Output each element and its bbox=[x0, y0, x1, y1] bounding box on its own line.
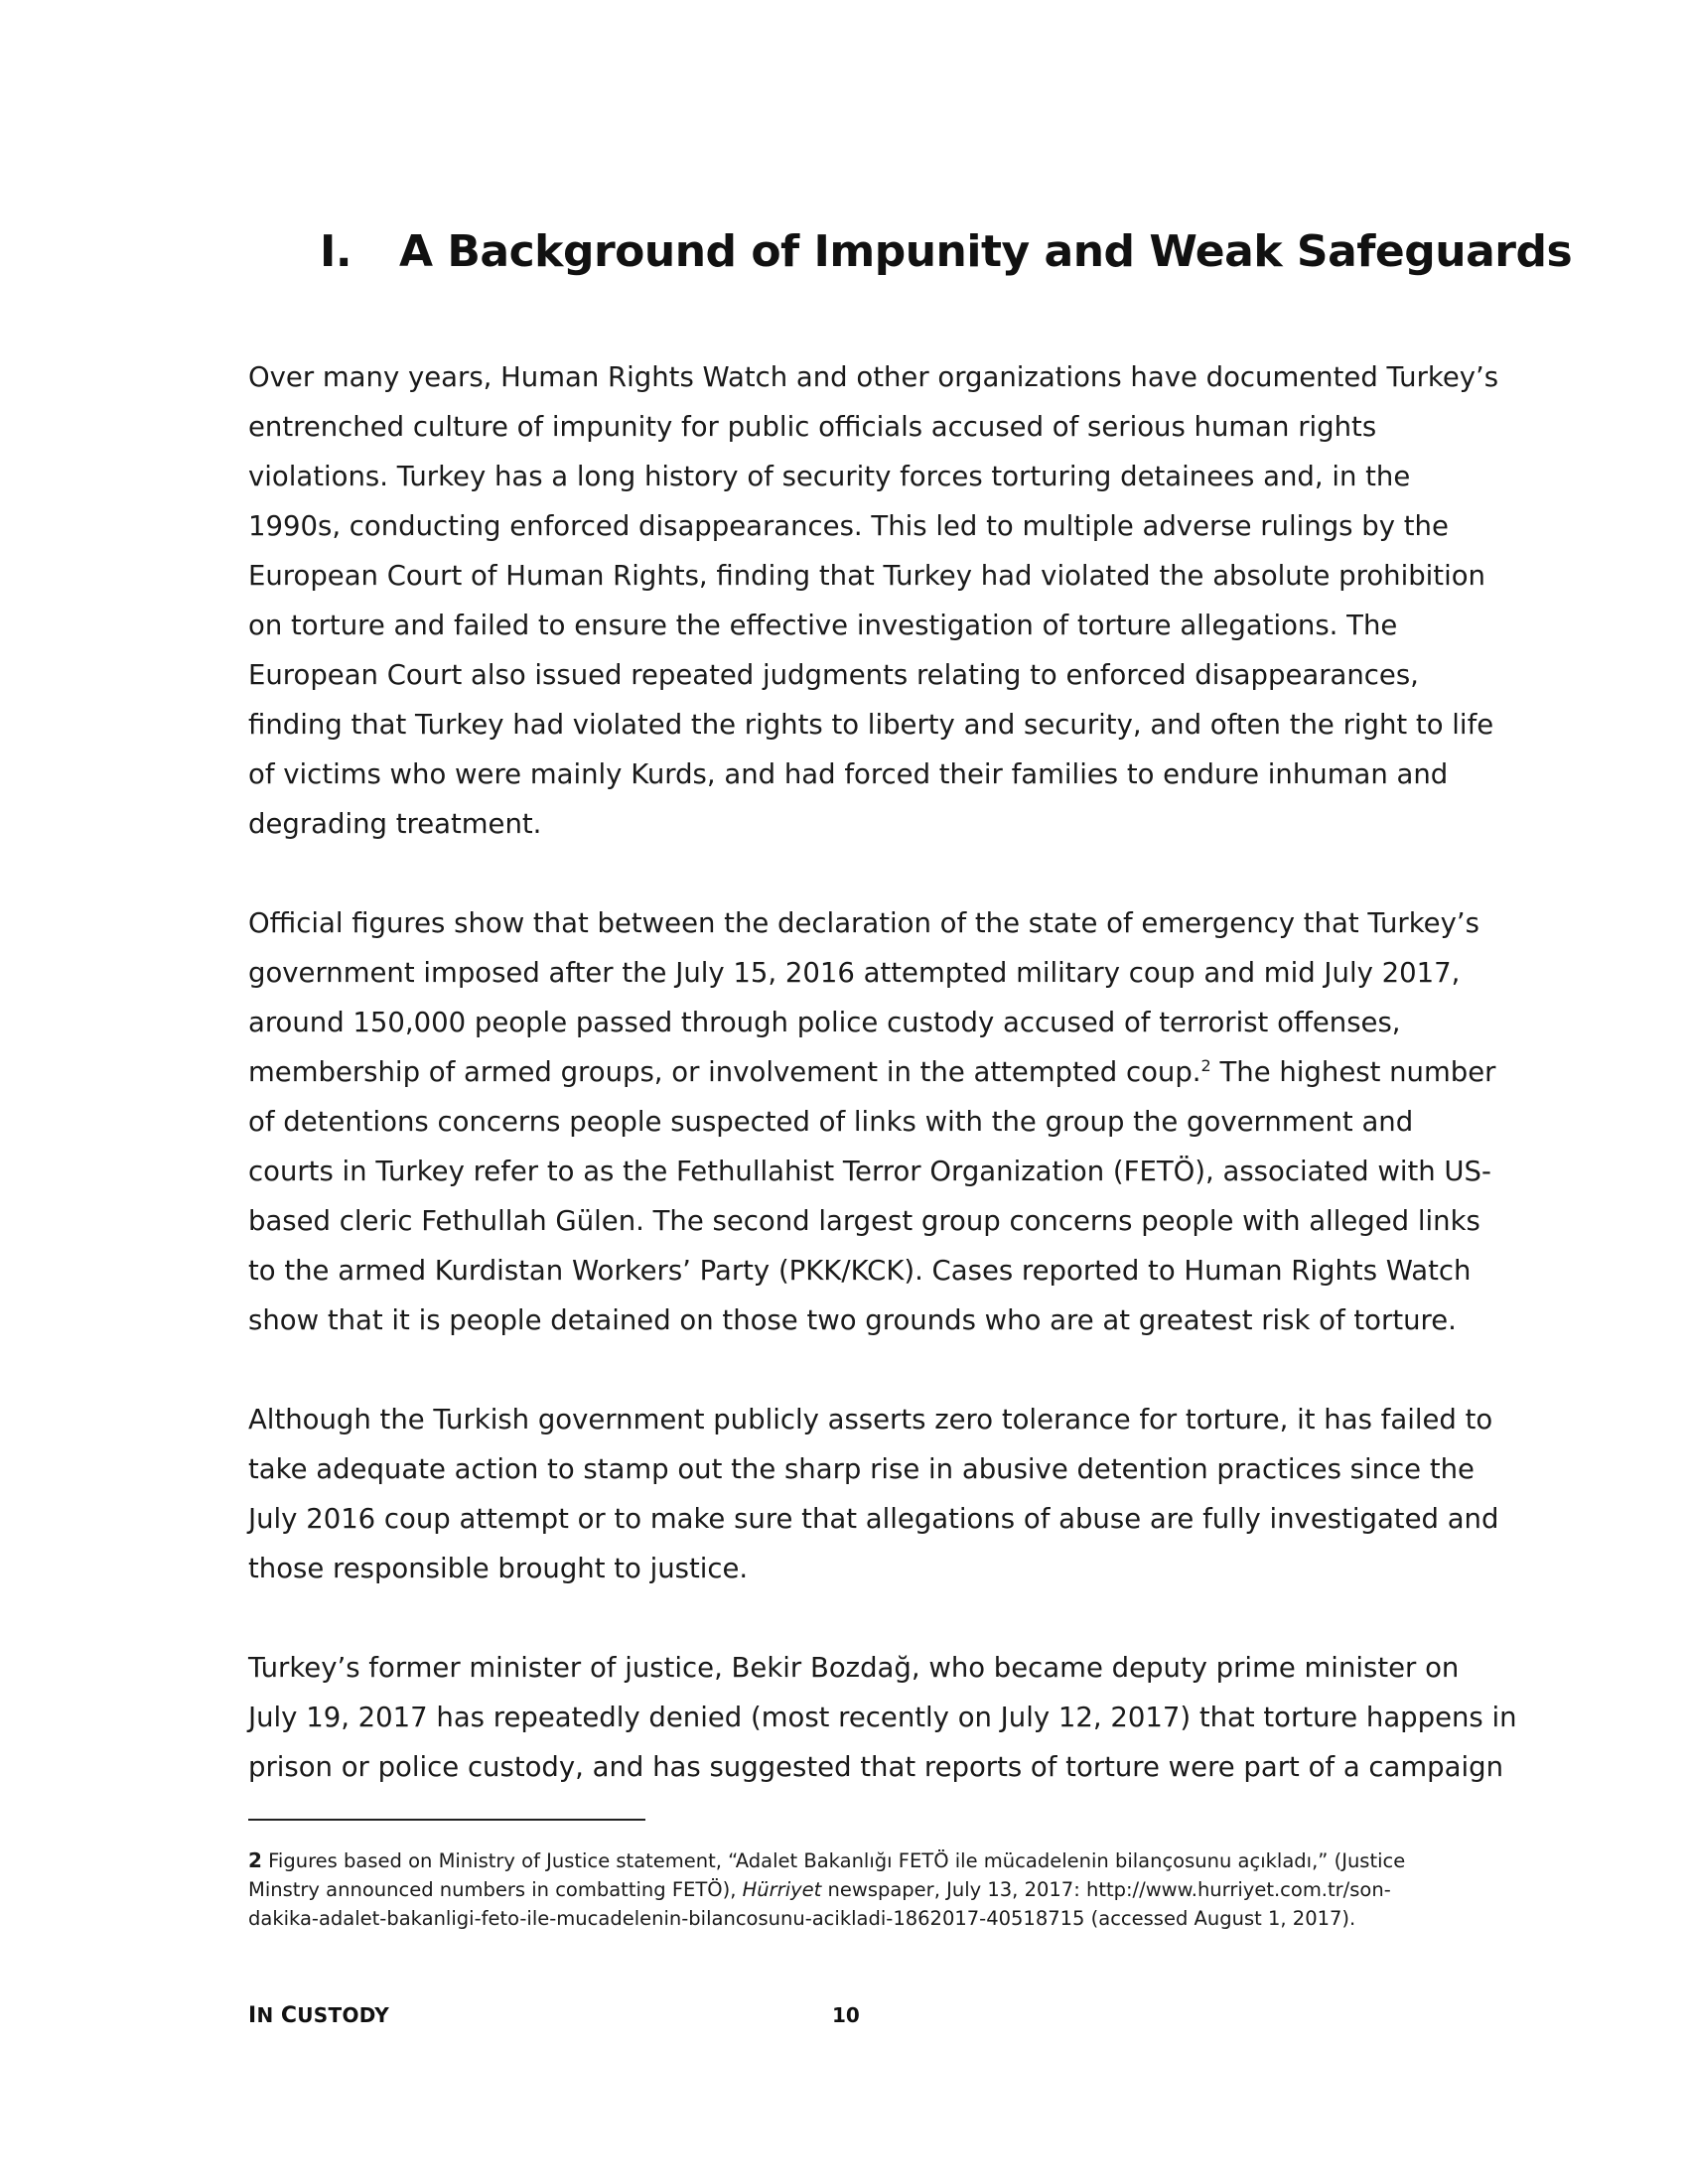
footer-title-part: USTODY bbox=[297, 2003, 389, 2027]
paragraph-1 bbox=[248, 352, 1499, 849]
footnote bbox=[248, 1846, 1440, 1933]
footnote-divider bbox=[248, 1819, 645, 1821]
paragraph-4 bbox=[248, 1643, 1517, 1792]
text-line: government imposed after the July 15, 2016 attempted military coup and mid July 2017, bbox=[248, 957, 1461, 989]
footnote-text: Minstry announced numbers in combatting FETÖ), bbox=[248, 1878, 743, 1901]
page-number: 10 bbox=[832, 2003, 860, 2027]
text-line: Turkey’s former minister of justice, Bekir Bozdağ, who became deputy prime minister on bbox=[248, 1652, 1460, 1684]
footer-title-initial: C bbox=[280, 2003, 298, 2028]
footer-report-title bbox=[248, 2003, 389, 2028]
text-line: Although the Turkish government publicly asserts zero tolerance for torture, it has failed to bbox=[248, 1404, 1493, 1435]
text-line: prison or police custody, and has suggested that reports of torture were part of a campaign bbox=[248, 1751, 1504, 1783]
text-line: Official figures show that between the declaration of the state of emergency that Turkey’s bbox=[248, 907, 1479, 939]
text-line: on torture and failed to ensure the effective investigation of torture allegations. The bbox=[248, 610, 1398, 641]
text-line: Over many years, Human Rights Watch and other organizations have documented Turkey’s bbox=[248, 361, 1499, 393]
footer-title-initial: I bbox=[248, 2003, 257, 2028]
text-line: degrading treatment. bbox=[248, 808, 542, 840]
text-line: show that it is people detained on those two grounds who are at greatest risk of torture. bbox=[248, 1304, 1457, 1336]
text-line: courts in Turkey refer to as the Fethullahist Terror Organization (FETÖ), associated with US- bbox=[248, 1156, 1491, 1187]
text-line: 1990s, conducting enforced disappearances. This led to multiple adverse rulings by the bbox=[248, 510, 1449, 542]
footnote-line bbox=[248, 1846, 1440, 1875]
text-line: take adequate action to stamp out the sharp rise in abusive detention practices since the bbox=[248, 1453, 1475, 1485]
text-line: July 2016 coup attempt or to make sure that allegations of abuse are fully investigated and bbox=[248, 1503, 1499, 1535]
paragraph-3 bbox=[248, 1395, 1499, 1593]
text-line: European Court also issued repeated judgments relating to enforced disappearances, bbox=[248, 659, 1419, 691]
text-line: entrenched culture of impunity for public officials accused of serious human rights bbox=[248, 411, 1377, 443]
text-line: those responsible brought to justice. bbox=[248, 1553, 749, 1584]
text-line: of victims who were mainly Kurds, and had forced their families to endure inhuman and bbox=[248, 758, 1449, 790]
footer-title-part: N bbox=[256, 2003, 281, 2027]
footnote-reference[interactable]: 2 bbox=[1200, 1056, 1211, 1075]
paragraph-2 bbox=[248, 898, 1496, 1345]
text-segment: The highest number bbox=[1210, 1056, 1496, 1088]
footnote-text[interactable]: newspaper, July 13, 2017: http://www.hurriyet.com.tr/son- bbox=[821, 1878, 1391, 1901]
text-line: violations. Turkey has a long history of security forces torturing detainees and, in the bbox=[248, 461, 1411, 492]
section-title: A Background of Impunity and Weak Safeguards bbox=[399, 226, 1573, 277]
text-line: finding that Turkey had violated the rights to liberty and security, and often the right to life bbox=[248, 709, 1494, 741]
text-line-with-footnote bbox=[248, 1047, 1496, 1097]
text-line: based cleric Fethullah Gülen. The second largest group concerns people with alleged links bbox=[248, 1205, 1480, 1237]
text-line: European Court of Human Rights, finding that Turkey had violated the absolute prohibition bbox=[248, 560, 1485, 592]
text-line: of detentions concerns people suspected of links with the group the government and bbox=[248, 1106, 1414, 1138]
newspaper-name: Hürriyet bbox=[742, 1878, 822, 1901]
body-text bbox=[248, 352, 1517, 1842]
text-line: to the armed Kurdistan Workers’ Party (PKK/KCK). Cases reported to Human Rights Watch bbox=[248, 1255, 1472, 1287]
text-line: around 150,000 people passed through police custody accused of terrorist offenses, bbox=[248, 1007, 1401, 1038]
footnote-number: 2 bbox=[248, 1848, 262, 1872]
text-line: July 19, 2017 has repeatedly denied (most recently on July 12, 2017) that torture happens in bbox=[248, 1702, 1517, 1733]
text-segment: membership of armed groups, or involvement in the attempted coup. bbox=[248, 1056, 1201, 1088]
section-number: I. bbox=[320, 226, 352, 277]
footnote-line bbox=[248, 1875, 1440, 1904]
footnote-text: Figures based on Ministry of Justice statement, “Adalet Bakanlığı FETÖ ile mücadelenin bilançosunu açıkladı,” (Justice bbox=[261, 1849, 1406, 1872]
footnote-url-line[interactable]: dakika-adalet-bakanligi-feto-ile-mucadelenin-bilancosunu-acikladi-1862017-40518715 (accessed August 1, 2017). bbox=[248, 1907, 1356, 1930]
section-heading bbox=[320, 226, 1573, 277]
